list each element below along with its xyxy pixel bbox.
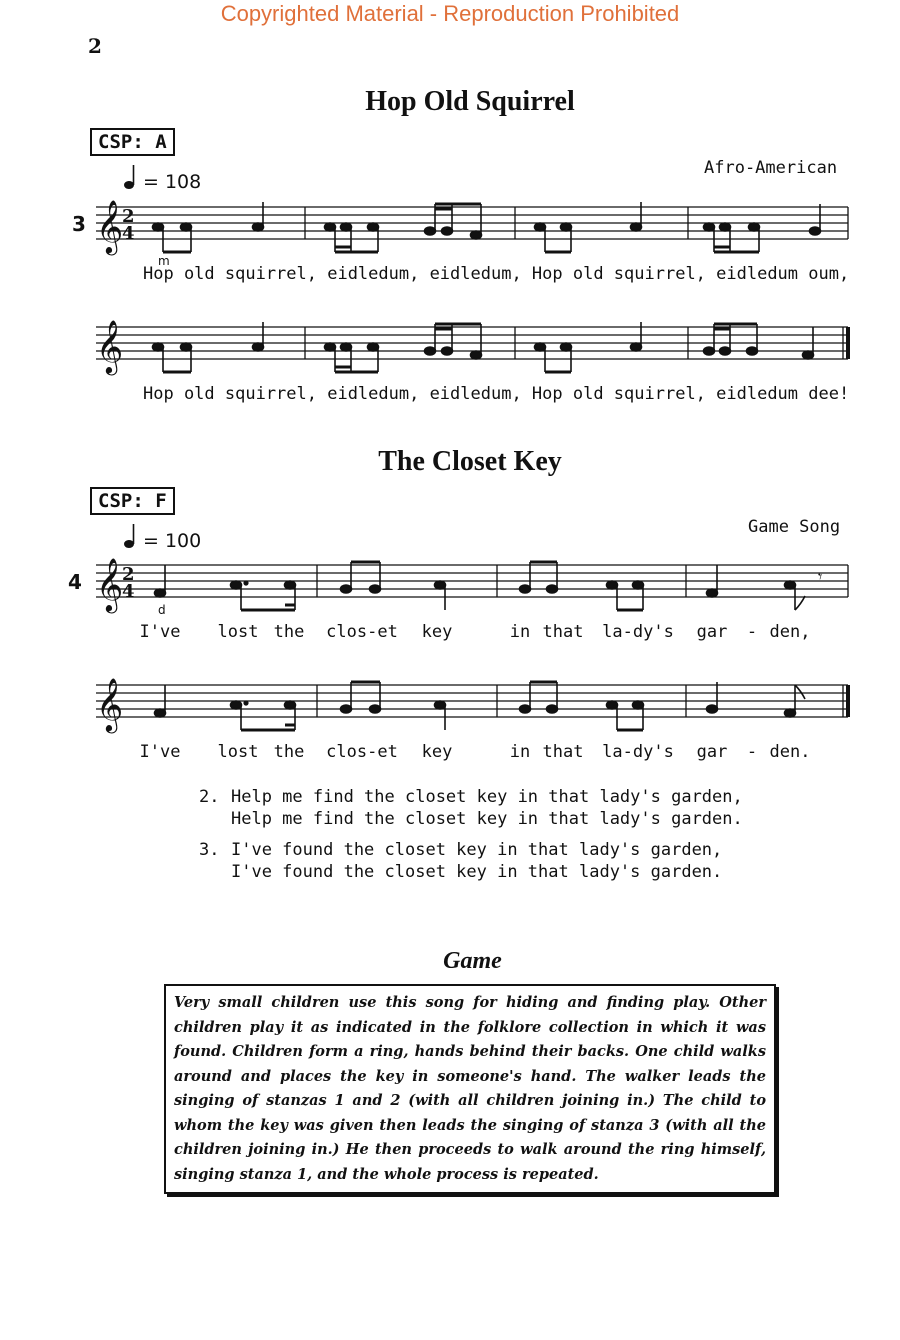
lyric-word: I've	[139, 742, 181, 762]
song-title: Hop Old Squirrel	[365, 86, 575, 117]
svg-text:4: 4	[122, 581, 135, 602]
lyric-word: gar	[696, 742, 728, 762]
treble-clef-icon: 𝄞	[96, 319, 124, 373]
stanza-line: I've found the closet key in that lady's garden.	[231, 862, 723, 882]
lyric-word: den.	[769, 742, 811, 762]
song-number: 3	[72, 212, 86, 236]
solfa-syllable: d	[158, 603, 166, 617]
music-staff	[0, 677, 900, 740]
lyric-word: in	[509, 742, 531, 762]
lyric-word: la-dy's	[602, 742, 674, 762]
stanza-line: Help me find the closet key in that lady's garden.	[231, 809, 743, 829]
lyric-word: clos-et	[326, 742, 398, 762]
lyric-word: lost	[217, 622, 259, 642]
lyric-word: den,	[769, 622, 811, 642]
song-origin: Game Song	[748, 517, 841, 537]
stanza	[199, 839, 722, 883]
tempo-marking: = 108	[143, 171, 202, 193]
song-number: 4	[68, 570, 82, 594]
page-number: 2	[88, 34, 102, 58]
stanza-line: Help me find the closet key in that lady's garden,	[231, 787, 743, 807]
lyric-word: key	[421, 742, 453, 762]
lyric-word: the	[273, 622, 305, 642]
lyric-word: in	[509, 622, 531, 642]
copyright-banner: Copyrighted Material - Reproduction Prohibited	[220, 1, 680, 26]
treble-clef-icon: 𝄞	[96, 199, 124, 253]
lyric-word: gar	[696, 622, 728, 642]
treble-clef-icon: 𝄞	[96, 677, 124, 731]
lyrics-line: Hop old squirrel, eidledum, eidledum, Hop old squirrel, eidledum oum,	[143, 264, 850, 284]
svg-text:2: 2	[122, 564, 135, 585]
lyric-word: -	[746, 622, 758, 642]
lyric-word: that	[542, 622, 584, 642]
lyric-word: the	[273, 742, 305, 762]
lyric-word: la-dy's	[602, 622, 674, 642]
treble-clef-icon: 𝄞	[96, 557, 124, 611]
svg-text:2: 2	[122, 206, 135, 227]
quarter-note-icon	[124, 524, 138, 550]
game-instructions: Very small children use this song for hiding and finding play. Other children play it as indicated in the folklore collection in which it was found. Children form a ring, hands behind their backs. One child walks around and places the key in someone's hand. The walker leads the singing of stanzas 1 and 2 (with all children joining in.) The child to whom the key was given then leads the singing of stanza 3 (with all the children joining in.) He then proceeds to walk around the ring himself, singing stanza 1, and the whole process is repeated.	[164, 984, 776, 1194]
svg-text:4: 4	[122, 223, 135, 244]
svg-text:𝄾: 𝄾	[818, 567, 823, 586]
stanza-line: I've found the closet key in that lady's garden,	[231, 840, 723, 860]
stanza-number: 2.	[199, 787, 220, 807]
lyric-word: lost	[217, 742, 259, 762]
lyric-word: -	[746, 742, 758, 762]
song-origin: Afro-American	[704, 158, 838, 178]
lyric-word: key	[421, 622, 453, 642]
stanza	[199, 786, 743, 830]
csp-box: CSP: A	[90, 128, 175, 156]
game-title: Game	[443, 948, 502, 974]
csp-box: CSP: F	[90, 487, 175, 515]
song-title: The Closet Key	[378, 446, 562, 477]
music-staff	[0, 319, 900, 382]
lyric-word: that	[542, 742, 584, 762]
solfa-syllable: m	[158, 254, 170, 268]
lyric-word: clos-et	[326, 622, 398, 642]
quarter-note-icon	[124, 165, 138, 191]
music-staff	[0, 199, 900, 262]
stanza-number: 3.	[199, 840, 220, 860]
lyric-word: I've	[139, 622, 181, 642]
lyrics-line: Hop old squirrel, eidledum, eidledum, Hop old squirrel, eidledum dee!	[143, 384, 850, 404]
music-staff	[0, 557, 900, 620]
tempo-marking: = 100	[143, 530, 202, 552]
